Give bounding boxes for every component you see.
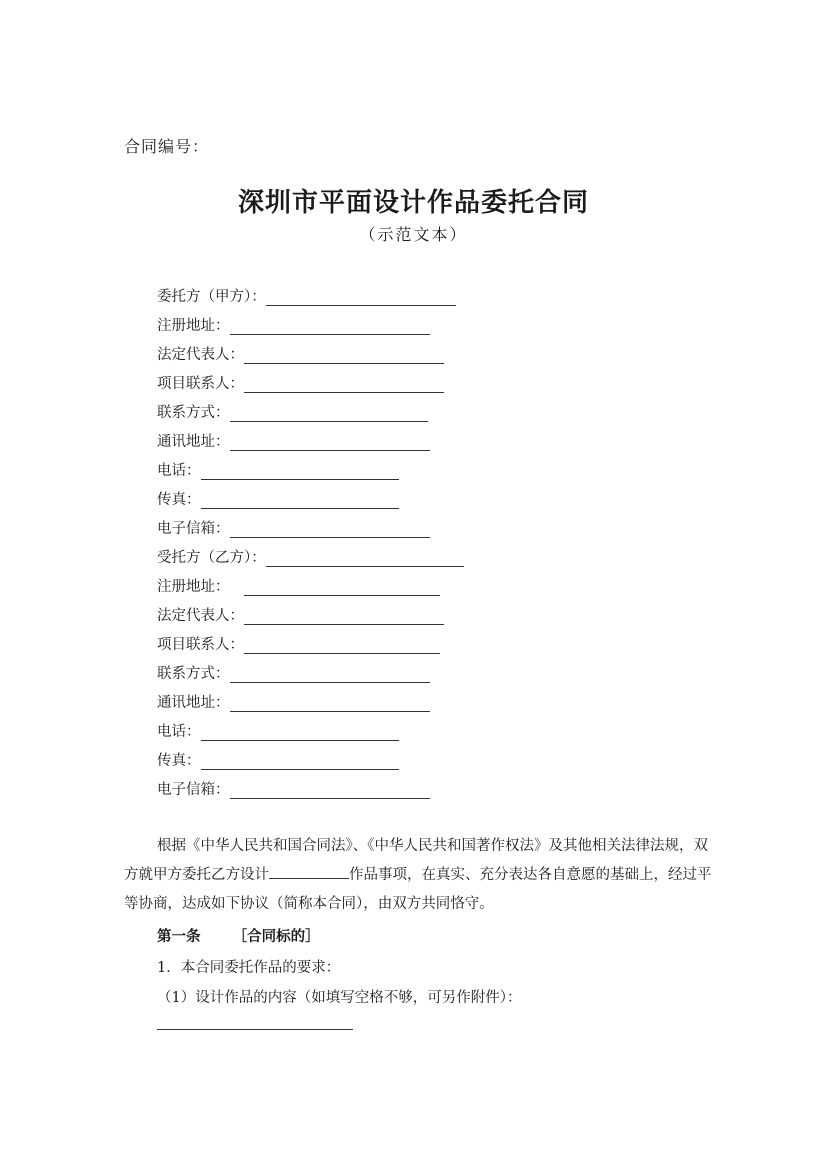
field-label: 电子信箱： (157, 782, 230, 798)
field-label: 联系方式： (157, 405, 230, 421)
fill-blank[interactable] (266, 290, 456, 306)
field-label: 联系方式： (157, 666, 230, 682)
fill-blank[interactable] (201, 754, 399, 770)
field-label: 项目联系人： (157, 376, 244, 392)
fill-blank[interactable] (201, 464, 399, 480)
document-title: 深圳市平面设计作品委托合同 (237, 188, 589, 218)
field-label: 电话： (157, 463, 201, 479)
party-b-reg-address-field (157, 575, 440, 596)
field-label: 电子信箱： (157, 521, 230, 537)
article-label: 第一条 (157, 929, 201, 945)
design-subject-blank[interactable] (269, 864, 349, 879)
article-1-heading (157, 925, 320, 946)
party-a-legal-rep-field (157, 343, 444, 364)
fill-blank[interactable] (230, 406, 428, 422)
fill-blank[interactable] (201, 725, 399, 741)
fill-blank[interactable] (244, 377, 444, 393)
field-label: 传真： (157, 492, 201, 508)
party-a-fax-field (157, 488, 399, 509)
preamble-text-1: 根据《中华人民共和国合同法》、《中华人民共和国著作权法》及其他相关法律法规，双方就甲方委托乙方设计 (124, 838, 708, 883)
party-b-project-contact-field (157, 633, 440, 654)
fill-blank[interactable] (266, 551, 464, 567)
item-1-1: （1）设计作品的内容（如填写空格不够，可另作附件）： (157, 990, 522, 1006)
party-a-email-field (157, 517, 430, 538)
party-b-mail-address-field (157, 691, 430, 712)
party-a-project-contact-field (157, 372, 444, 393)
field-label: 通讯地址： (157, 695, 230, 711)
design-content-blank[interactable] (157, 1015, 353, 1030)
party-b-contact-method-field (157, 662, 430, 683)
preamble-text-2: 作品事项，在真实、充分表达各自意愿的基础上，经过平等协商，达成如下协议（简称本合同），由双方共同恪守。 (124, 867, 712, 912)
party-b-fax-field (157, 749, 399, 770)
field-label: 项目联系人： (157, 637, 244, 653)
fill-blank[interactable] (244, 609, 444, 625)
field-label: 传真： (157, 753, 201, 769)
document-subtitle: （示范文本） (359, 225, 468, 244)
field-label: 注册地址： (157, 318, 230, 334)
field-label: 注册地址： (157, 579, 230, 595)
party-b-trustee-field (157, 546, 464, 567)
party-a-reg-address-field (157, 314, 430, 335)
contract-number-label: 合同编号： (124, 137, 210, 156)
fill-blank[interactable] (230, 522, 430, 538)
article-title: ［合同标的］ (232, 929, 320, 945)
fill-blank[interactable] (244, 580, 440, 596)
field-label: 法定代表人： (157, 608, 244, 624)
field-label: 通讯地址： (157, 434, 230, 450)
fill-blank[interactable] (230, 696, 430, 712)
fill-blank[interactable] (244, 348, 444, 364)
fill-blank[interactable] (244, 638, 440, 654)
fill-blank[interactable] (230, 783, 430, 799)
field-label: 电话： (157, 724, 201, 740)
fill-blank[interactable] (230, 319, 430, 335)
fill-blank[interactable] (230, 435, 430, 451)
party-a-contact-method-field (157, 401, 428, 422)
party-b-phone-field (157, 720, 399, 741)
party-a-mail-address-field (157, 430, 430, 451)
fill-blank[interactable] (230, 667, 430, 683)
field-label: 委托方（甲方）： (157, 289, 266, 305)
party-b-legal-rep-field (157, 604, 444, 625)
party-a-client-field (157, 285, 456, 306)
field-label: 受托方（乙方）： (157, 550, 266, 566)
preamble-paragraph (124, 832, 716, 919)
field-label: 法定代表人： (157, 347, 244, 363)
party-b-email-field (157, 778, 430, 799)
party-a-phone-field (157, 459, 399, 480)
item-1: 1．本合同委托作品的要求： (157, 960, 341, 976)
fill-blank[interactable] (201, 493, 399, 509)
